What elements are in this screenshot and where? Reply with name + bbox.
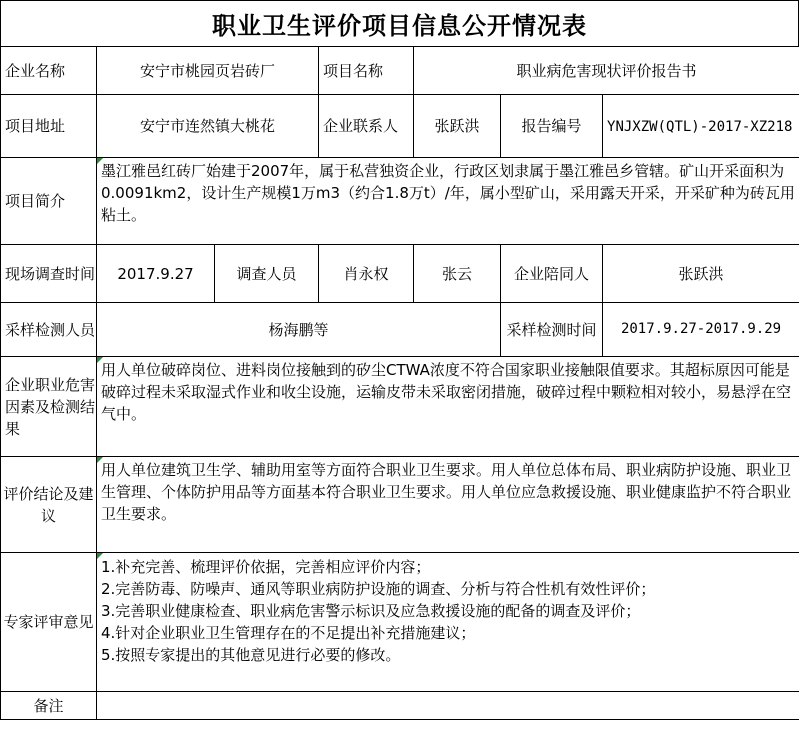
report-no-value: YNJXZW(QTL)-2017-XZ218 (603, 95, 799, 158)
expert-label: 专家评审意见 (1, 553, 97, 692)
row-hazard (1, 357, 799, 457)
company-label: 企业名称 (1, 47, 97, 95)
page-title: 职业卫生评价项目信息公开情况表 (0, 0, 799, 46)
row-remark (1, 692, 799, 720)
remark-label: 备注 (1, 692, 97, 720)
report-no-label: 报告编号 (501, 95, 603, 158)
hazard-value: 用人单位破碎岗位、进料岗位接触到的矽尘CTWA浓度不符合国家职业接触限值要求。其超标原因可能是破碎过程未采取湿式作业和收尘设施，运输皮带未采取密闭措施，破碎过程中颗粒相对较小，易悬浮在空气中。 (97, 357, 799, 457)
contact-value: 张跃洪 (414, 95, 501, 158)
sample-time-label: 采样检测时间 (501, 303, 603, 357)
expert-opinion-item: 2.完善防毒、防噪声、通风等职业病防护设施的调查、分析与符合性机有效性评价； (101, 580, 656, 598)
project-value: 职业病危害现状评价报告书 (414, 47, 799, 95)
investigator-label: 调查人员 (215, 245, 319, 303)
sampler-label: 采样检测人员 (1, 303, 97, 357)
row-intro (1, 158, 799, 245)
expert-opinion-item: 1.补充完善、梳理评价依据，完善相应评价内容； (101, 558, 431, 576)
remark-value (97, 692, 799, 720)
investigator-1: 肖永权 (319, 245, 414, 303)
info-table (0, 46, 799, 720)
intro-label: 项目简介 (1, 158, 97, 245)
contact-label: 企业联系人 (319, 95, 414, 158)
expert-opinion-item: 5.按照专家提出的其他意见进行必要的修改。 (101, 646, 401, 664)
hazard-label: 企业职业危害因素及检测结果 (1, 357, 97, 457)
survey-time-value: 2017.9.27 (97, 245, 215, 303)
address-value: 安宁市连然镇大桃花 (97, 95, 319, 158)
row-expert (1, 553, 799, 692)
investigator-2: 张云 (414, 245, 501, 303)
row-address (1, 95, 799, 158)
project-label: 项目名称 (319, 47, 414, 95)
escort-value: 张跃洪 (603, 245, 799, 303)
expert-opinion-item: 4.针对企业职业卫生管理存在的不足提出补充措施建议； (101, 624, 476, 642)
row-sampler (1, 303, 799, 357)
conclusion-value: 用人单位建筑卫生学、辅助用室等方面符合职业卫生要求。用人单位总体布局、职业病防护设施、职业卫生管理、个体防护用品等方面基本符合职业卫生要求。用人单位应急救援设施、职业健康监护不符合职业卫生要求。 (97, 457, 799, 553)
row-company (1, 47, 799, 95)
expert-opinion-list (97, 553, 799, 692)
company-value: 安宁市桃园页岩砖厂 (97, 47, 319, 95)
intro-value: 墨江雅邑红砖厂始建于2007年，属于私营独资企业，行政区划隶属于墨江雅邑乡管辖。矿山开采面积为0.0091km2，设计生产规模1万m3（约合1.8万t）/年，属小型矿山，采用露天开采，开采矿种为砖瓦用粘土。 (97, 158, 799, 245)
expert-opinion-item: 3.完善职业健康检查、职业病危害警示标识及应急救援设施的配备的调查及评价； (101, 602, 641, 620)
address-label: 项目地址 (1, 95, 97, 158)
row-conclusion (1, 457, 799, 553)
escort-label: 企业陪同人 (501, 245, 603, 303)
conclusion-label: 评价结论及建议 (1, 457, 97, 553)
survey-time-label: 现场调查时间 (1, 245, 97, 303)
row-survey (1, 245, 799, 303)
sampler-value: 杨海鹏等 (97, 303, 501, 357)
sample-time-value: 2017.9.27-2017.9.29 (603, 303, 799, 357)
